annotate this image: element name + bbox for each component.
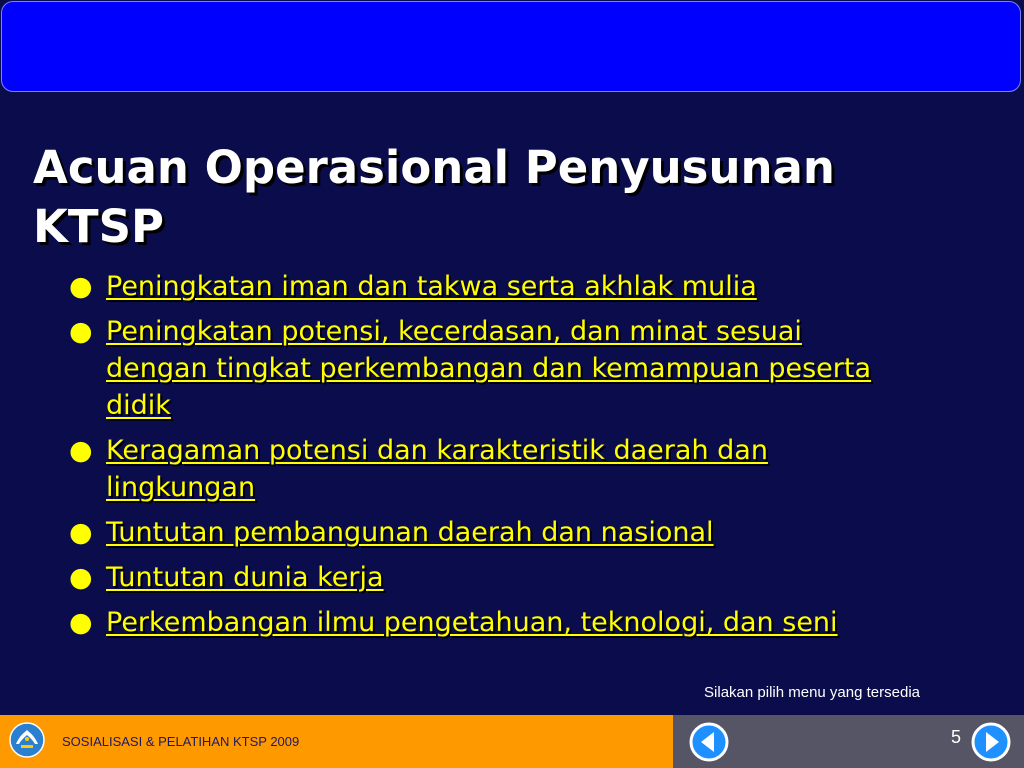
bullet-link-dunia-kerja[interactable]: Tuntutan dunia kerja (106, 562, 384, 593)
page-number: 5 (951, 727, 962, 747)
bullet-list (66, 268, 886, 649)
bullet-link-pembangunan[interactable]: Tuntutan pembangunan daerah dan nasional (106, 517, 714, 548)
list-item (66, 604, 886, 641)
bullet-dot-icon: ● (69, 517, 93, 548)
bullet-link-iman-takwa[interactable]: Peningkatan iman dan takwa serta akhlak mulia (106, 271, 757, 302)
bullet-dot-icon: ● (69, 607, 93, 638)
footer-title: SOSIALISASI & PELATIHAN KTSP 2009 (62, 734, 300, 749)
top-banner (1, 1, 1021, 92)
bullet-link-iptek-seni[interactable]: Perkembangan ilmu pengetahuan, teknologi, dan seni (106, 607, 838, 638)
list-item (66, 313, 886, 424)
slide-title: Acuan Operasional Penyusunan KTSP (33, 141, 835, 253)
bullet-dot-icon: ● (69, 271, 93, 302)
bullet-link-potensi-kecerdasan[interactable]: Peningkatan potensi, kecerdasan, dan minat sesuai dengan tingkat perkembangan dan kemampuan peserta didik (106, 316, 872, 421)
menu-hint-text: Silakan pilih menu yang tersedia (704, 684, 920, 701)
list-item (66, 559, 886, 596)
list-item (66, 432, 886, 506)
bullet-dot-icon: ● (69, 316, 93, 347)
bullet-dot-icon: ● (69, 435, 93, 466)
arrow-right-icon[interactable] (971, 722, 1011, 762)
list-item (66, 514, 886, 551)
footer-bar (0, 715, 673, 768)
bullet-link-keragaman-potensi[interactable]: Keragaman potensi dan karakteristik daerah dan lingkungan (106, 435, 768, 503)
list-item (66, 268, 886, 305)
tut-wuri-handayani-logo-icon (9, 722, 45, 758)
bullet-dot-icon: ● (69, 562, 93, 593)
arrow-left-icon[interactable] (689, 722, 729, 762)
